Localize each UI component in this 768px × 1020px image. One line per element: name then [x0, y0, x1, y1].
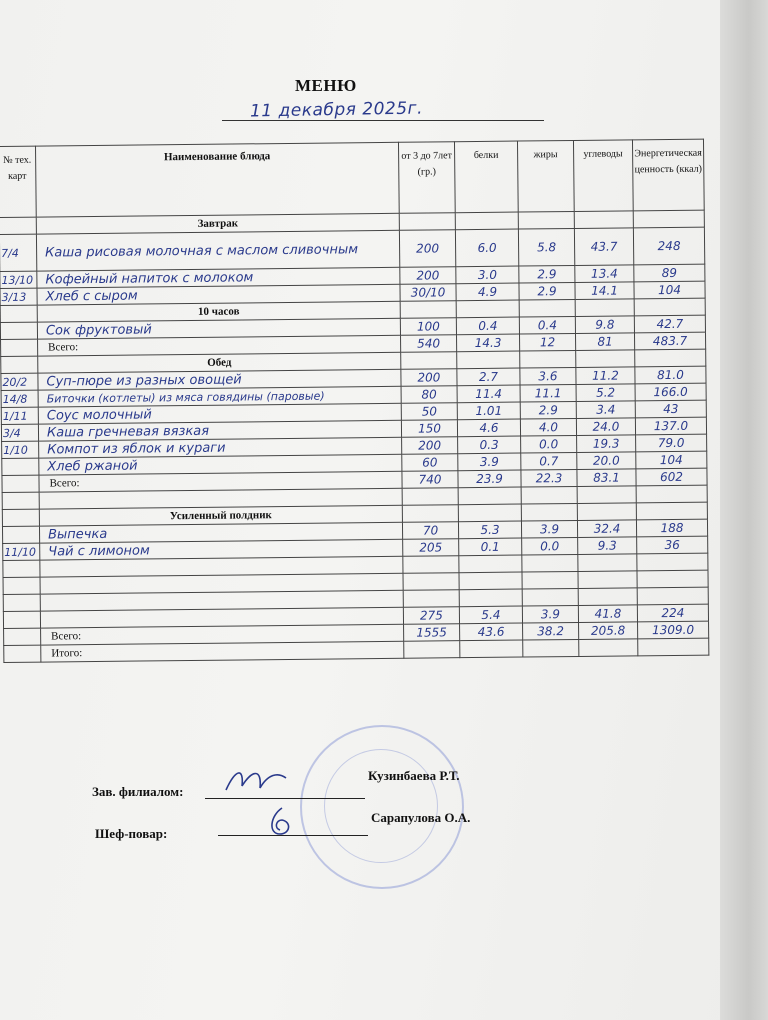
sum-carbs: 41.8: [578, 605, 637, 623]
row-dish: Хлеб ржаной: [39, 454, 402, 475]
row-carbs: 3.4: [576, 401, 635, 419]
section-title-lunch: Обед: [38, 352, 401, 373]
row-fats: 0.4: [519, 316, 575, 334]
row-carbs: 5.2: [576, 384, 635, 402]
sum-energy: 224: [637, 604, 708, 622]
row-carbs: 20.0: [577, 452, 636, 470]
row-proteins: 0.3: [458, 436, 521, 454]
row-num: 11/10: [3, 543, 40, 560]
total-label: Всего:: [41, 624, 404, 645]
row-dish: Компот из яблок и кураги: [39, 437, 402, 458]
header-proteins: белки: [454, 141, 518, 213]
row-dish: Биточки (котлеты) из мяса говядины (паровые): [38, 386, 401, 407]
sum-proteins: 5.4: [459, 606, 522, 624]
header-weight: от 3 до 7лет (гр.): [398, 142, 455, 214]
row-weight: 150: [401, 420, 457, 438]
row-num: 1/10: [2, 441, 39, 458]
row-weight: 100: [400, 318, 456, 336]
row-fats: 2.9: [519, 282, 575, 300]
section-title-ten: 10 часов: [37, 301, 400, 322]
row-fats: 3.9: [521, 520, 577, 538]
row-carbs: 32.4: [577, 520, 636, 538]
head-name: Кузинбаева Р.Т.: [368, 768, 460, 783]
row-dish: Сок фруктовый: [37, 318, 400, 339]
row-weight: 70: [402, 522, 458, 540]
total-energy: 602: [636, 468, 707, 486]
row-dish: Выпечка: [39, 522, 402, 543]
section-title-snack: Усиленный полдник: [39, 505, 402, 526]
row-weight: 50: [401, 403, 457, 421]
total-label: Всего:: [39, 471, 402, 492]
row-num: [0, 322, 37, 339]
row-weight: 200: [399, 230, 455, 268]
menu-table: [0, 139, 709, 663]
chef-label: Шеф-повар:: [95, 826, 168, 841]
grand-total-label: Итого:: [41, 641, 404, 662]
row-carbs: 43.7: [574, 228, 633, 266]
row-num: 20/2: [1, 373, 38, 390]
round-stamp: [300, 725, 464, 889]
row-num: 7/4: [0, 234, 37, 271]
row-dish: Чай с лимоном: [40, 539, 403, 560]
row-proteins: 3.9: [458, 453, 521, 471]
row-weight: 200: [401, 369, 457, 387]
row-num: 1/11: [1, 407, 38, 424]
row-weight: 205: [403, 539, 459, 557]
row-num: 13/10: [0, 271, 37, 288]
row-proteins: 11.4: [457, 385, 520, 403]
sum-fats: 3.9: [522, 605, 578, 623]
total-weight: 540: [401, 335, 457, 353]
head-label: Зав. филиалом:: [92, 784, 184, 799]
row-energy: 43: [635, 400, 706, 418]
head-signature-line: [205, 798, 365, 799]
row-energy: 188: [636, 519, 707, 537]
row-energy: 89: [634, 264, 705, 282]
background-edge: [720, 0, 768, 1020]
total-energy: 483.7: [634, 332, 705, 350]
row-weight: 60: [402, 454, 458, 472]
row-dish: Каша рисовая молочная с маслом сливочным: [36, 230, 399, 271]
total-carbs: 81: [575, 333, 634, 351]
total-carbs: 83.1: [577, 469, 636, 487]
row-fats: 0.0: [521, 435, 577, 453]
header-energy: Энергетическая ценность (ккал): [632, 139, 704, 211]
row-proteins: 3.0: [456, 266, 519, 284]
total-energy: 1309.0: [638, 621, 709, 639]
row-fats: 11.1: [520, 384, 576, 402]
head-signature-icon: [222, 764, 292, 798]
total-fats: 22.3: [521, 469, 577, 487]
row-carbs: 11.2: [576, 367, 635, 385]
row-proteins: 1.01: [457, 402, 520, 420]
row-fats: 2.9: [519, 265, 575, 283]
table-header-row: [0, 139, 704, 217]
row-proteins: 0.4: [456, 317, 519, 335]
row-carbs: 9.8: [575, 316, 634, 334]
row-carbs: 13.4: [575, 265, 634, 283]
row-proteins: 5.3: [458, 521, 521, 539]
row-dish: Хлеб с сыром: [37, 284, 400, 305]
total-fats: 12: [519, 333, 575, 351]
row-num: 14/8: [1, 390, 38, 407]
total-weight: 740: [402, 471, 458, 489]
row-proteins: 0.1: [459, 538, 522, 556]
row-num: 3/13: [0, 288, 37, 305]
row-energy: 42.7: [634, 315, 705, 333]
row-num: 3/4: [1, 424, 38, 441]
row-energy: 166.0: [635, 383, 706, 401]
header-carbs: углеводы: [573, 140, 633, 212]
chef-name: Сарапулова О.А.: [371, 810, 471, 825]
row-dish: Соус молочный: [38, 403, 401, 424]
row-fats: 0.7: [521, 452, 577, 470]
row-fats: 4.0: [520, 418, 576, 436]
row-energy: 248: [633, 227, 704, 265]
row-energy: 137.0: [635, 417, 706, 435]
handwritten-date: 11 декабря 2025г.: [249, 98, 424, 122]
sum-weight: 275: [403, 607, 459, 625]
chef-signature-icon: [262, 804, 302, 840]
row-fats: 3.6: [520, 367, 576, 385]
row-weight: 30/10: [400, 284, 456, 302]
total-proteins: 23.9: [458, 470, 521, 488]
row-dish: Суп-пюре из разных овощей: [38, 369, 401, 390]
row-weight: 200: [402, 437, 458, 455]
row-energy: 81.0: [635, 366, 706, 384]
row-energy: 104: [634, 281, 705, 299]
row-carbs: 14.1: [575, 282, 634, 300]
date-underline: [222, 120, 544, 121]
row-num: [2, 526, 39, 543]
total-weight: 1555: [404, 624, 460, 642]
row-proteins: 4.9: [456, 283, 519, 301]
row-proteins: 4.6: [457, 419, 520, 437]
total-proteins: 14.3: [457, 334, 520, 352]
header-fats: жиры: [517, 140, 574, 212]
row-fats: 5.8: [518, 228, 574, 266]
row-energy: 104: [636, 451, 707, 469]
section-title-breakfast: Завтрак: [36, 213, 399, 234]
row-fats: 0.0: [522, 537, 578, 555]
row-carbs: 19.3: [577, 435, 636, 453]
row-dish: Каша гречневая вязкая: [38, 420, 401, 441]
row-carbs: 24.0: [576, 418, 635, 436]
header-name: Наименование блюда: [36, 142, 400, 217]
row-proteins: 2.7: [457, 368, 520, 386]
total-label: Всего:: [38, 335, 401, 356]
row-dish: Кофейный напиток с молоком: [37, 267, 400, 288]
row-proteins: 6.0: [455, 229, 518, 267]
row-weight: 80: [401, 386, 457, 404]
page-title: МЕНЮ: [295, 76, 357, 95]
header-num: № тех. карт: [0, 146, 36, 217]
row-fats: 2.9: [520, 401, 576, 419]
total-proteins: 43.6: [460, 623, 523, 641]
row-weight: 200: [400, 267, 456, 285]
row-energy: 79.0: [636, 434, 707, 452]
row-carbs: 9.3: [578, 537, 637, 555]
row-num: [2, 458, 39, 475]
row-energy: 36: [637, 536, 708, 554]
total-fats: 38.2: [523, 622, 579, 640]
total-carbs: 205.8: [579, 622, 638, 640]
